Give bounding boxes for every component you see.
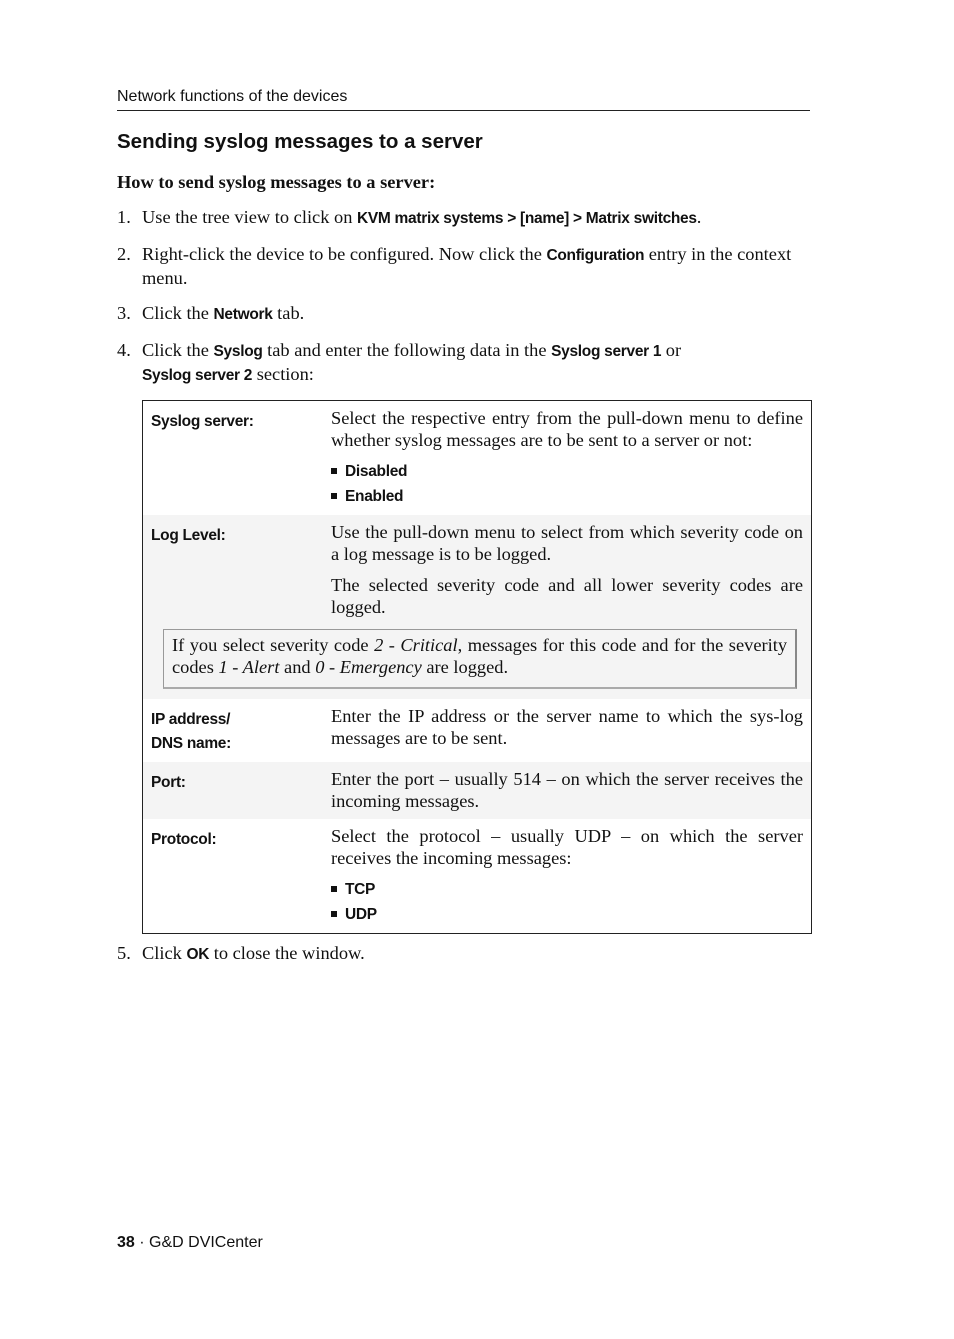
row-syslog-server: [143, 401, 812, 516]
param-label-text: IP address/: [151, 711, 231, 728]
option-text: UDP: [345, 906, 377, 923]
param-description: [323, 819, 812, 934]
row-port: [143, 762, 812, 819]
step-text: .: [696, 207, 702, 227]
step-4: [117, 339, 810, 387]
param-label: [143, 401, 324, 516]
severity-code: 2 - Critical: [374, 635, 458, 655]
option-item: [331, 902, 803, 926]
param-label-text: DNS name:: [151, 735, 231, 752]
section-name: Syslog server 2: [142, 367, 253, 384]
note-cell: [143, 625, 812, 699]
param-label: [143, 699, 324, 762]
menu-entry: Configuration: [546, 247, 645, 264]
note-text: and: [279, 657, 316, 677]
section-title: Sending syslog messages to a server: [117, 130, 483, 153]
option-list: [331, 459, 803, 508]
description-text: The selected severity code and all lower severity codes are logged.: [331, 575, 803, 617]
running-header: Network functions of the devices: [117, 88, 810, 111]
description-text: Use the pull-down menu to select from which severity code on a log message is to be logged.: [331, 522, 803, 564]
row-log-level: [143, 515, 812, 625]
step-number: 1.: [117, 207, 131, 227]
page-body: [117, 88, 810, 966]
note-box: [163, 629, 797, 689]
option-item: [331, 459, 803, 483]
step-2: [117, 243, 810, 289]
note-text: , messages for this code and for the severity codes: [172, 635, 788, 677]
param-label: [143, 762, 324, 819]
description-text: Select the respective entry from the pull-down menu to define whether syslog messages are to be sent to a server or not:: [331, 408, 803, 450]
param-description: [323, 699, 812, 762]
option-list: [331, 877, 803, 926]
option-item: [331, 484, 803, 508]
param-description: [323, 515, 812, 625]
bullet-icon: [331, 493, 337, 499]
step-text: Click the: [142, 303, 214, 323]
severity-code: 1 - Alert: [218, 657, 280, 677]
step-text: Click the: [142, 340, 214, 360]
button-name: OK: [186, 946, 210, 963]
row-ip-address: [143, 699, 812, 762]
bullet-icon: [331, 468, 337, 474]
note-text: are logged.: [421, 657, 509, 677]
param-label-text: Protocol:: [151, 831, 217, 848]
param-label: [143, 819, 324, 934]
howto-heading: How to send syslog messages to a server:: [117, 172, 436, 192]
product-name: G&D DVICenter: [149, 1234, 263, 1251]
step-number: 2.: [117, 244, 131, 264]
step-text: entry in the context menu.: [142, 244, 792, 288]
step-text: Right-click the device to be configured. Now click the: [142, 244, 547, 264]
footer-separator: ·: [134, 1234, 150, 1251]
option-text: Enabled: [345, 488, 404, 505]
step-number: 3.: [117, 303, 131, 323]
option-text: TCP: [345, 881, 376, 898]
step-text: section:: [252, 364, 314, 384]
bullet-icon: [331, 911, 337, 917]
row-note: [143, 625, 812, 699]
param-label: [143, 515, 324, 625]
step-number: 5.: [117, 943, 131, 963]
step-number: 4.: [117, 340, 131, 360]
bullet-icon: [331, 886, 337, 892]
param-label-text: Log Level:: [151, 527, 226, 544]
description-text: Select the protocol – usually UDP – on which the server receives the incoming messages:: [331, 826, 803, 868]
step-text: Click: [142, 943, 187, 963]
step-text: or: [661, 340, 682, 360]
row-protocol: [143, 819, 812, 934]
step-1: [117, 206, 810, 230]
tab-name: Network: [213, 306, 273, 323]
step-5: [117, 942, 810, 966]
tab-name: Syslog: [213, 343, 263, 360]
page-number: 38: [117, 1234, 135, 1251]
steps-list-continued: [117, 942, 810, 966]
note-text: If you select severity code: [172, 635, 375, 655]
description-text: Enter the port – usually 514 – on which the server receives the incoming messages.: [331, 769, 803, 811]
section-name: Syslog server 1: [551, 343, 662, 360]
param-label-text: Syslog server:: [151, 413, 254, 430]
menu-path: KVM matrix systems > [name] > Matrix switches: [357, 210, 697, 227]
step-3: [117, 302, 810, 326]
step-text: tab and enter the following data in the: [262, 340, 552, 360]
param-description: [323, 762, 812, 819]
param-label-text: Port:: [151, 774, 186, 791]
page-footer: [117, 1234, 263, 1252]
option-text: Disabled: [345, 463, 408, 480]
severity-code: 0 - Emergency: [315, 657, 422, 677]
step-text: Use the tree view to click on: [142, 207, 357, 227]
step-text: tab.: [272, 303, 305, 323]
parameter-table: [142, 400, 812, 934]
param-description: [323, 401, 812, 516]
option-item: [331, 877, 803, 901]
description-text: Enter the IP address or the server name to which the sys-log messages are to be sent.: [331, 706, 803, 748]
steps-list: [117, 206, 810, 387]
step-text: to close the window.: [209, 943, 365, 963]
